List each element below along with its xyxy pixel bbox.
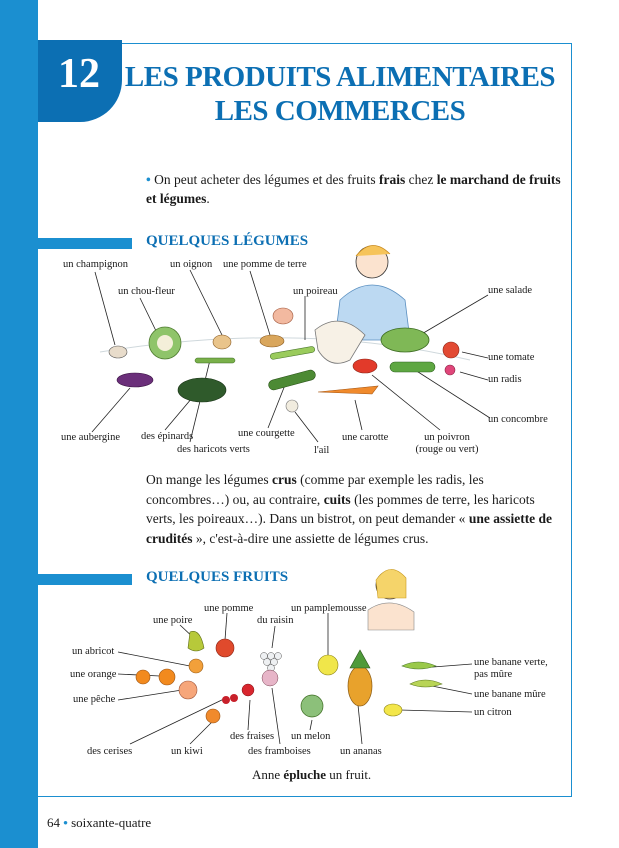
label-kiwi: un kiwi <box>171 746 203 757</box>
label-banane-verte: une banane verte, pas mûre <box>474 657 548 680</box>
label-chou-fleur: un chou-fleur <box>118 286 175 297</box>
vegetables-heading: QUELQUES LÉGUMES <box>146 233 309 249</box>
label-carotte: une carotte <box>342 432 389 443</box>
title-line-2: LES COMMERCES <box>214 95 466 127</box>
intro-text: • On peut acheter des légumes et des fruits frais chez le marchand de fruits et légumes. <box>146 172 561 206</box>
fruits-heading: QUELQUES FRUITS <box>146 569 289 585</box>
label-banane-mure: une banane mûre <box>474 689 546 700</box>
label-radis: un radis <box>488 374 522 385</box>
label-ail: l'ail <box>314 445 330 456</box>
label-raisin: du raisin <box>257 615 294 626</box>
page-number: 64 <box>47 815 60 830</box>
label-cerises: des cerises <box>87 746 133 757</box>
body-paragraph: On mange les légumes crus (comme par exemple les radis, les concombres…) ou, au contraire, cuits (les pommes de terre, les haricots verts, les poireaux…). Dans un bistrot, on peut demander « une assiette de crudités », c'est-à-dire une assiette de légumes crus. <box>146 472 553 546</box>
chapter-number: 12 <box>58 51 100 97</box>
label-peche: une pêche <box>73 694 116 705</box>
label-epinards: des épinards <box>141 431 194 442</box>
label-framboises: des framboises <box>248 746 311 757</box>
label-abricot: un abricot <box>72 646 115 657</box>
label-courgette: une courgette <box>238 428 295 439</box>
label-pomme: une pomme <box>204 603 254 614</box>
footer-dot-icon: • <box>63 815 68 830</box>
label-pomme-de-terre: une pomme de terre <box>223 259 307 270</box>
label-salade: une salade <box>488 285 533 296</box>
label-tomate: une tomate <box>488 352 535 363</box>
label-poireau: un poireau <box>293 286 338 297</box>
label-fraises: des fraises <box>230 731 275 742</box>
label-poire: une poire <box>153 615 193 626</box>
fruits-section-bar <box>38 574 132 585</box>
label-melon: un melon <box>291 731 331 742</box>
title-line-1: LES PRODUITS ALIMENTAIRES <box>124 61 556 93</box>
label-haricots-verts: des haricots verts <box>177 444 250 455</box>
label-champignon: un champignon <box>63 259 129 270</box>
label-ananas: un ananas <box>340 746 382 757</box>
label-oignon: un oignon <box>170 259 213 270</box>
label-pamplemousse: un pamplemousse <box>291 603 367 614</box>
label-poivron: un poivron (rouge ou vert) <box>415 432 479 455</box>
label-citron: un citron <box>474 707 512 718</box>
label-aubergine: une aubergine <box>61 432 120 443</box>
page-number-words: soixante-quatre <box>71 815 152 830</box>
bullet-icon: • <box>146 172 151 187</box>
label-concombre: un concombre <box>488 414 548 425</box>
label-orange: une orange <box>70 669 117 680</box>
page-footer <box>47 815 151 831</box>
